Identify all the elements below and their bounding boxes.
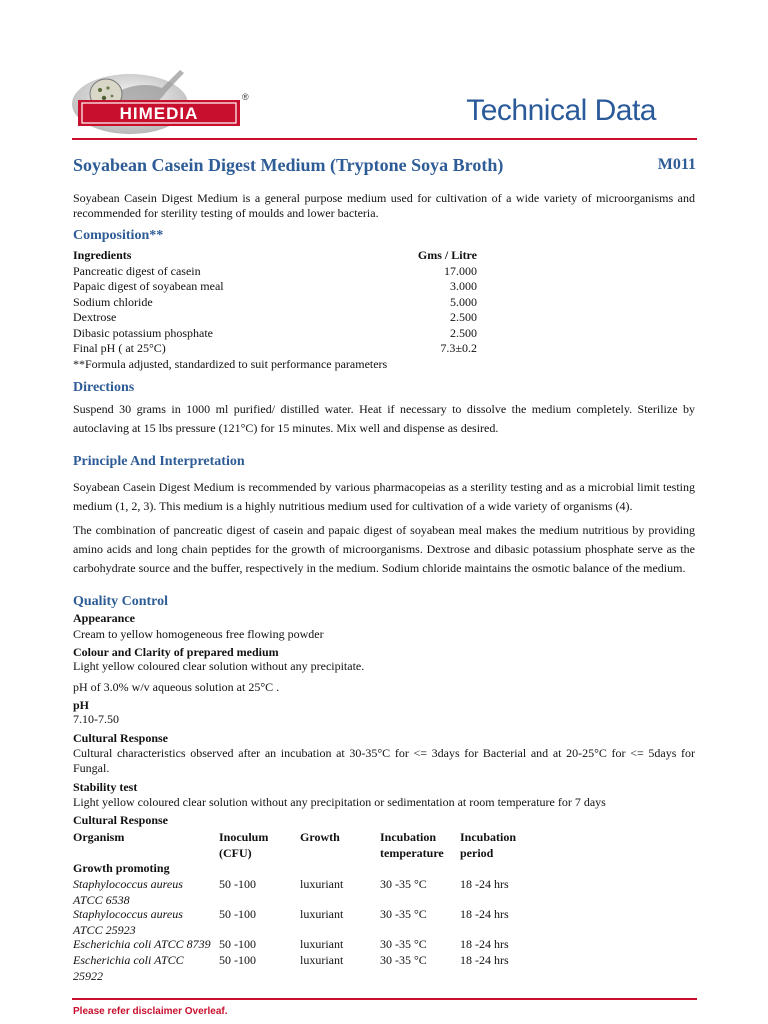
- composition-row: [73, 295, 477, 311]
- ingredient-name: Papaic digest of soyabean meal: [73, 279, 224, 293]
- stability-text: Light yellow coloured clear solution without any precipitation or sedimentation at room temperature for 7 days: [73, 795, 606, 809]
- temp-value: 30 -35 °C: [380, 937, 427, 951]
- organism-name: Staphylococcus aureus: [73, 877, 183, 891]
- ingredient-amount: 5.000: [450, 294, 477, 309]
- ph-value: 7.10-7.50: [73, 712, 119, 726]
- temp-value: 30 -35 °C: [380, 877, 427, 891]
- col-incubation-period-2: period: [460, 846, 494, 860]
- period-value: 18 -24 hrs: [460, 953, 509, 967]
- composition-row: [73, 341, 477, 357]
- appearance-text: Cream to yellow homogeneous free flowing powder: [73, 627, 324, 641]
- header-divider: [72, 138, 697, 140]
- composition-table: [73, 248, 477, 372]
- directions-text: Suspend 30 grams in 1000 ml purified/ distilled water. Heat if necessary to dissolve the medium completely. Sterilize by autoclaving at 15 lbs pressure (121°C) for 15 minutes. Mix well and dispense as desired.: [73, 402, 695, 435]
- ingredient-amount: 17.000: [444, 263, 477, 278]
- inoculum-value: 50 -100: [219, 953, 256, 967]
- document-title: Soyabean Casein Digest Medium (Tryptone Soya Broth): [73, 155, 504, 175]
- stability-label: Stability test: [73, 780, 138, 794]
- temp-value: 30 -35 °C: [380, 953, 427, 967]
- footer-divider: [72, 998, 697, 1000]
- col-incubation-temp-2: temperature: [380, 846, 444, 860]
- composition-heading: Composition**: [73, 228, 164, 243]
- principle-heading: Principle And Interpretation: [73, 454, 245, 469]
- composition-row: [73, 264, 477, 280]
- ingredient-amount: 2.500: [450, 310, 477, 324]
- period-value: 18 -24 hrs: [460, 877, 509, 891]
- composition-header-row: [73, 248, 477, 264]
- ph-label: pH: [73, 698, 90, 712]
- composition-row: [73, 326, 477, 342]
- period-value: 18 -24 hrs: [460, 907, 509, 921]
- principle-paragraph-1: Soyabean Casein Digest Medium is recommended by various pharmacopeias as a sterility testing and as a microbial limit testing medium (1, 2, 3). This medium is a highly nutritious medium used for cultivation of a wide variety of organisms (4).: [73, 480, 695, 513]
- inoculum-value: 50 -100: [219, 907, 256, 921]
- intro-paragraph: Soyabean Casein Digest Medium is a general purpose medium used for cultivation of a wide variety of microorganisms and recommended for sterility testing of moulds and lower bacteria.: [73, 191, 695, 220]
- logo-graphic: [70, 58, 260, 140]
- directions-heading: Directions: [73, 380, 135, 395]
- ingredient-name: Dibasic potassium phosphate: [73, 325, 213, 340]
- amount-header: Gms / Litre: [417, 248, 477, 262]
- growth-value: luxuriant: [300, 953, 344, 967]
- ingredients-header: Ingredients: [73, 248, 132, 262]
- col-growth: Growth: [300, 830, 340, 844]
- group-growth-promoting: Growth promoting: [73, 861, 170, 875]
- cultural-response-text: Cultural characteristics observed after an incubation at 30-35°C for <= 3days for Bacterial and at 20-25°C for <= 5days for Fungal.: [73, 746, 695, 775]
- appearance-label: Appearance: [73, 611, 135, 625]
- ingredient-name: Dextrose: [73, 310, 117, 324]
- ingredient-name: Pancreatic digest of casein: [73, 263, 201, 278]
- product-code: M011: [657, 156, 696, 173]
- inoculum-value: 50 -100: [219, 877, 256, 891]
- temp-value: 30 -35 °C: [380, 907, 427, 921]
- ingredient-amount: 7.3±0.2: [440, 341, 477, 355]
- principle-paragraph-2: The combination of pancreatic digest of casein and papaic digest of soyabean meal makes the medium nutritious by providing amino acids and long chain peptides for the growth of microorganisms. Dextrose and dibasic potassium phosphate serve as the carbohydrate source and the buffer, respectively in the medium. Sodium chloride maintains the osmotic balance of the medium.: [73, 523, 695, 575]
- ingredient-name: Final pH ( at 25°C): [73, 341, 166, 355]
- page-title: Technical Data: [466, 94, 656, 127]
- colour-label: Colour and Clarity of prepared medium: [73, 645, 279, 659]
- organism-name: Escherichia coli ATCC 8739: [73, 937, 211, 951]
- quality-control-heading: Quality Control: [73, 594, 169, 609]
- col-incubation-period: Incubation: [460, 830, 517, 844]
- registered-mark: ®: [242, 92, 249, 102]
- ingredient-name: Sodium chloride: [73, 294, 153, 309]
- col-inoculum: Inoculum: [219, 830, 269, 844]
- col-incubation-temp: Incubation: [380, 830, 437, 844]
- col-organism: Organism: [73, 830, 125, 844]
- organism-strain: ATCC 6538: [73, 893, 130, 907]
- organism-strain: 25922: [73, 969, 103, 983]
- himedia-logo: [70, 58, 260, 140]
- col-inoculum-unit: (CFU): [219, 846, 252, 860]
- composition-row: [73, 279, 477, 295]
- ph-solution-text: pH of 3.0% w/v aqueous solution at 25°C .: [73, 680, 280, 694]
- cultural-response-label: Cultural Response: [73, 731, 169, 745]
- brand-name: HIMEDIA: [119, 104, 199, 123]
- period-value: 18 -24 hrs: [460, 937, 509, 951]
- ingredient-amount: 2.500: [450, 325, 477, 340]
- organism-name: Escherichia coli ATCC: [73, 953, 184, 967]
- ingredient-amount: 3.000: [450, 279, 477, 293]
- disclaimer-note: Please refer disclaimer Overleaf.: [73, 1006, 228, 1017]
- composition-row: [73, 310, 477, 326]
- growth-value: luxuriant: [300, 907, 344, 921]
- organism-name: Staphylococcus aureus: [73, 907, 183, 921]
- cultural-response-label-2: Cultural Response: [73, 813, 169, 827]
- colour-text: Light yellow coloured clear solution without any precipitate.: [73, 659, 365, 673]
- growth-value: luxuriant: [300, 877, 344, 891]
- inoculum-value: 50 -100: [219, 937, 256, 951]
- organism-strain: ATCC 25923: [73, 923, 136, 937]
- composition-note: **Formula adjusted, standardized to suit performance parameters: [73, 356, 388, 371]
- growth-value: luxuriant: [300, 937, 344, 951]
